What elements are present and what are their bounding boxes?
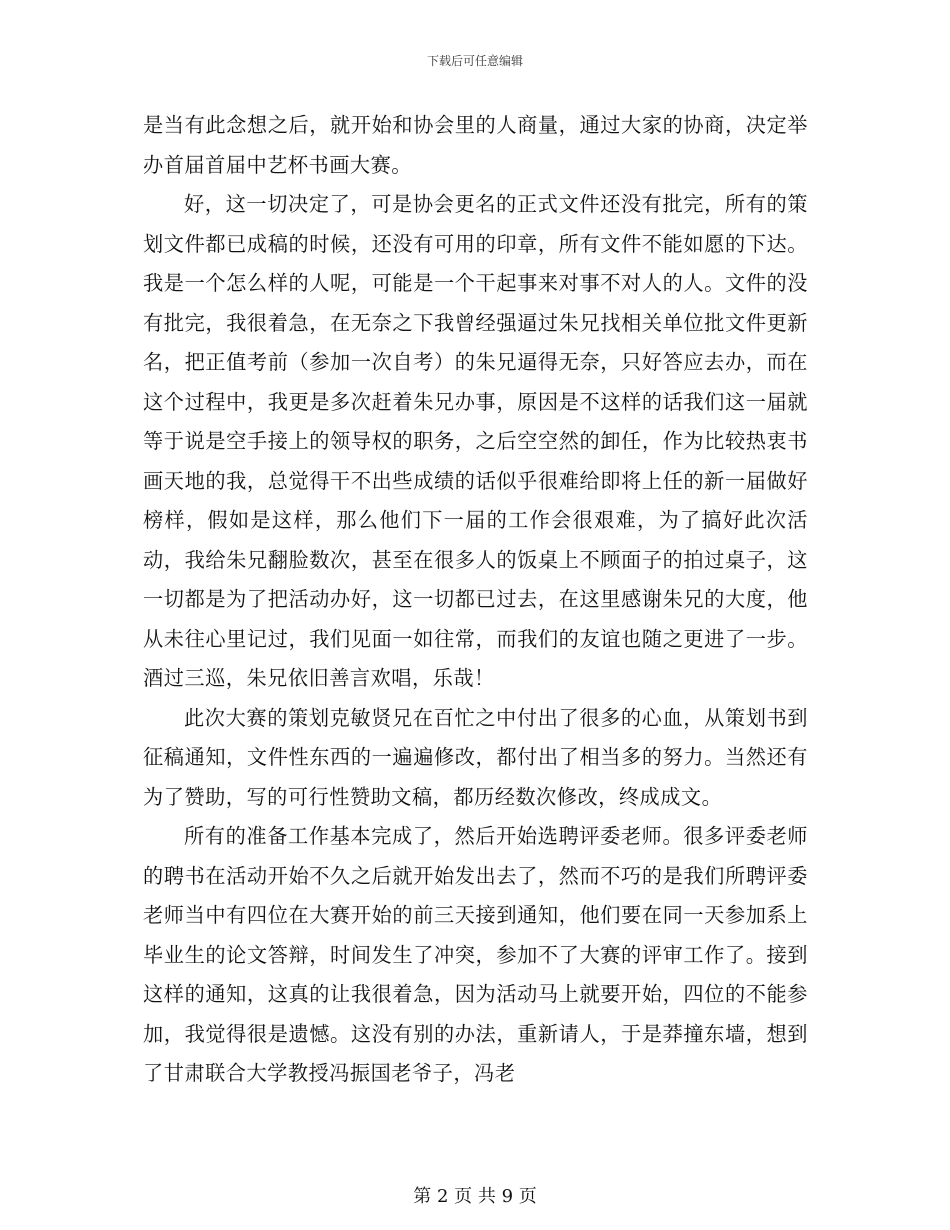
paragraph: 此次大赛的策划克敏贤兄在百忙之中付出了很多的心血，从策划书到征稿通知，文件性东西的一遍遍修改，都付出了相当多的努力。当然还有为了赞助，写的可行性赞助文稿，都历经数次修改，终成成文。	[143, 705, 808, 809]
paragraph: 所有的准备工作基本完成了，然后开始选聘评委老师。很多评委老师的聘书在活动开始不久之后就开始发出去了，然而不巧的是我们所聘评委老师当中有四位在大赛开始的前三天接到通知，他们要在同一天参加系上毕业生的论文答辩，时间发生了冲突，参加不了大赛的评审工作了。接到这样的通知，这真的让我很着急，因为活动马上就要开始，四位的不能参加，我觉得很是遗憾。这没有别的办法，重新请人，于是莽撞东墙，想到了甘肃联合大学教授冯振国老爷子，冯老	[143, 824, 808, 1085]
page-footer: 第 2 页 共 9 页	[413, 1186, 537, 1207]
paragraph: 好，这一切决定了，可是协会更名的正式文件还没有批完，所有的策划文件都已成稿的时候，还没有可用的印章，所有文件不能如愿的下达。我是一个怎么样的人呢，可能是一个干起事来对事不对人的人。文件的没有批完，我很着急，在无奈之下我曾经强逼过朱兄找相关单位批文件更新名，把正值考前（参加一次自考）的朱兄逼得无奈，只好答应去办，而在这个过程中，我更是多次赶着朱兄办事，原因是不这样的话我们这一届就等于说是空手接上的领导权的职务，之后空空然的卸任，作为比较热衷书画天地的我，总觉得干不出些成绩的话似乎很难给即将上任的新一届做好榜样，假如是这样，那么他们下一届的工作会很艰难，为了搞好此次活动，我给朱兄翻脸数次，甚至在很多人的饭桌上不顾面子的拍过桌子，这一切都是为了把活动办好，这一切都已过去，在这里感谢朱兄的大度，他从未往心里记过，我们见面一如往常，而我们的友谊也随之更进了一步。酒过三巡，朱兄依旧善言欢唱，乐哉！	[143, 192, 808, 690]
page-header: 下载后可任意编辑	[426, 54, 523, 68]
paragraph: 是当有此念想之后，就开始和协会里的人商量，通过大家的协商，决定举办首届首届中艺杯书画大赛。	[143, 113, 808, 177]
document-body	[143, 106, 808, 1094]
